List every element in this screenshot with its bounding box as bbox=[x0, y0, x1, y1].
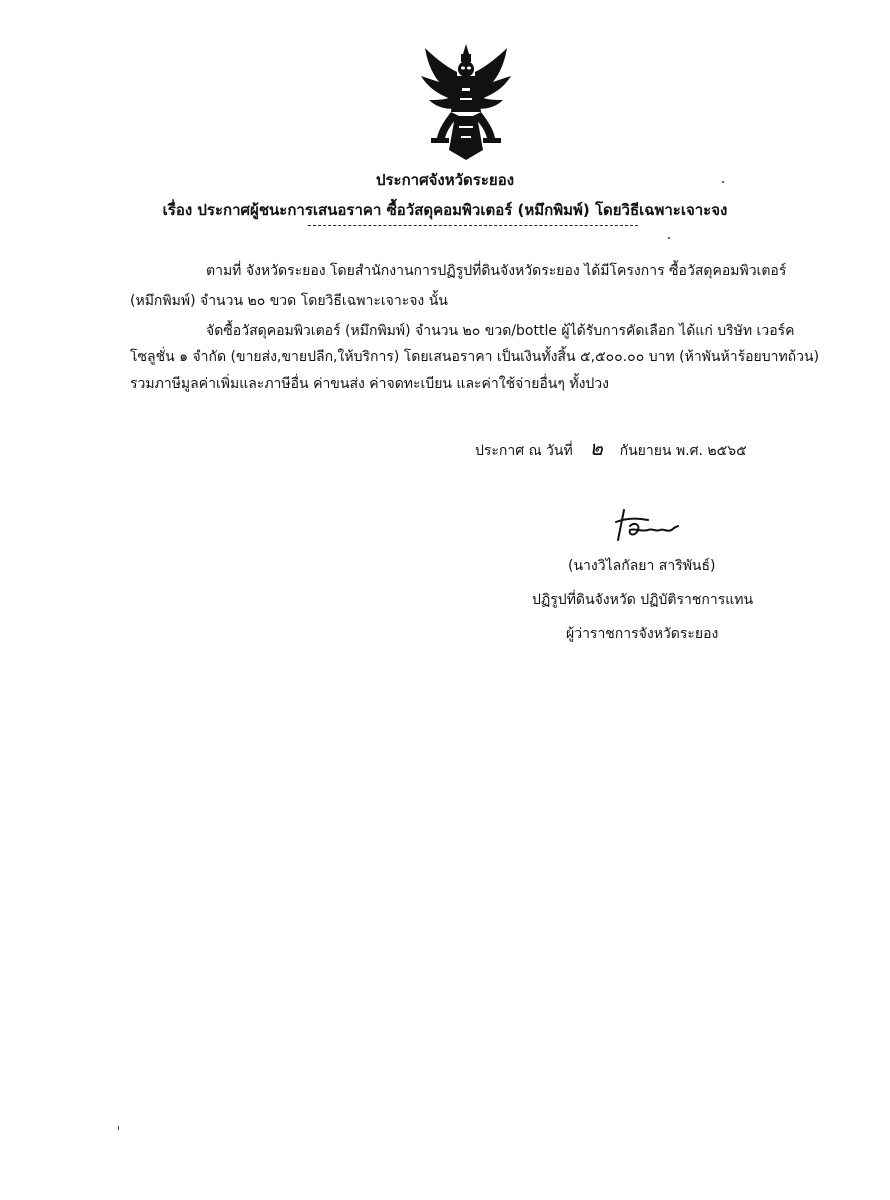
document-subject: เรื่อง ประกาศผู้ชนะการเสนอราคา ซื้อวัสดุคอมพิวเตอร์ (หมึกพิมพ์) โดยวิธีเฉพาะเจาะจง bbox=[162, 201, 728, 219]
garuda-emblem-icon bbox=[417, 42, 515, 162]
scan-speck bbox=[668, 237, 670, 239]
paragraph2-line3: รวมภาษีมูลค่าเพิ่มและภาษีอื่น ค่าขนส่ง ค่าจดทะเบียน และค่าใช้จ่ายอื่นๆ ทั้งปวง bbox=[130, 376, 609, 392]
signer-position: ปฏิรูปที่ดินจังหวัด ปฏิบัติราชการแทน bbox=[532, 592, 754, 608]
paragraph2-line2: โซลูชั่น ๑ จำกัด (ขายส่ง,ขายปลีก,ให้บริการ) โดยเสนอราคา เป็นเงินทั้งสิ้น ๕,๕๐๐.๐๐ บาท (ห้าพันห้าร้อยบาทถ้วน) bbox=[130, 349, 820, 365]
scan-speck bbox=[722, 181, 724, 183]
announcement-date bbox=[475, 432, 747, 464]
date-suffix: กันยายน พ.ศ. ๒๕๖๕ bbox=[619, 443, 747, 459]
paragraph1-line1: ตามที่ จังหวัดระยอง โดยสำนักงานการปฏิรูปที่ดินจังหวัดระยอง ได้มีโครงการ ซื้อวัสดุคอมพิวเตอร์ bbox=[206, 263, 787, 279]
paragraph2-line1: จัดซื้อวัสดุคอมพิวเตอร์ (หมึกพิมพ์) จำนวน ๒๐ ขวด/bottle ผู้ได้รับการคัดเลือก ได้แก่ บริษัท เวอร์ค bbox=[206, 323, 795, 339]
date-prefix: ประกาศ ณ วันที่ bbox=[475, 443, 573, 459]
paragraph1-line2: (หมึกพิมพ์) จำนวน ๒๐ ขวด โดยวิธีเฉพาะเจาะจง นั้น bbox=[130, 293, 448, 309]
scan-speck bbox=[118, 1126, 119, 1130]
date-day: ๒ bbox=[589, 436, 603, 460]
signer-authority: ผู้ว่าราชการจังหวัดระยอง bbox=[566, 626, 719, 642]
signer-name: (นางวิไลกัลยา สาริพันธ์) bbox=[568, 558, 716, 574]
document-title: ประกาศจังหวัดระยอง bbox=[375, 171, 515, 189]
handwritten-signature-icon bbox=[612, 508, 682, 544]
title-divider bbox=[308, 225, 638, 226]
